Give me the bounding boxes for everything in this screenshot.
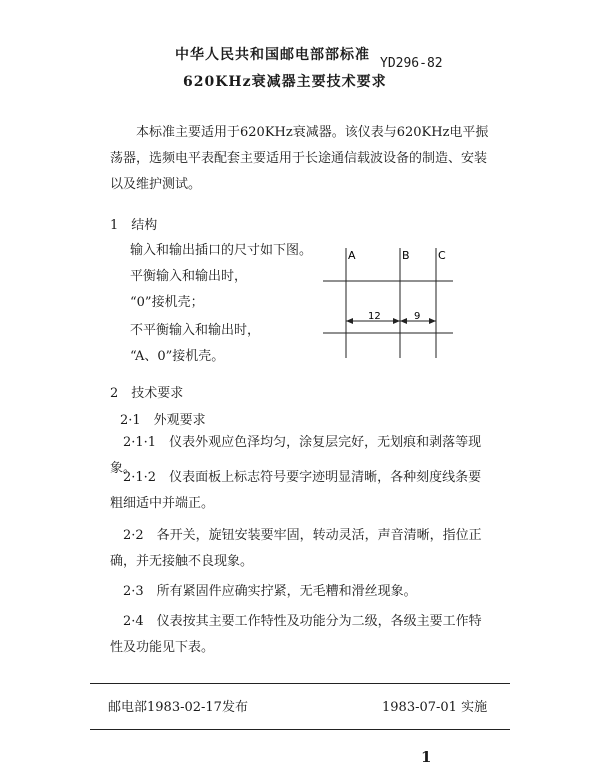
- section-1-heading: 1 结构: [110, 218, 158, 233]
- paragraph-2-2: 2·2 各开关，旋钮安装要牢固，转动灵活，声音清晰，指位正确，并无接触不良现象。: [110, 528, 482, 569]
- paragraph-2-4: 2·4 仪表按其主要工作特性及功能分为二级，各级主要工作特性及功能见下表。: [110, 614, 482, 655]
- standard-number: YD296-82: [380, 56, 443, 71]
- org-title: 中华人民共和国邮电部部标准: [175, 47, 370, 63]
- dim-left-label: 12: [368, 311, 381, 322]
- arrow-left-icon: [346, 318, 353, 324]
- subsection-2-1: 2·1 外观要求: [120, 413, 206, 428]
- effective-date: 1983-07-01 实施: [382, 700, 488, 715]
- issued-date: 邮电部1983-02-17发布: [108, 700, 248, 715]
- label-b: B: [402, 249, 410, 262]
- arrow-mid-right-icon: [400, 318, 407, 324]
- paragraph-2-1-2: 2·1·2 仪表面板上标志符号要字迹明显清晰，各种刻度线条要粗细适中并端正。: [110, 470, 482, 511]
- arrow-right-icon: [429, 318, 436, 324]
- arrow-mid-left-icon: [393, 318, 400, 324]
- dim-right-label: 9: [414, 311, 421, 322]
- footer-rule-bottom: [90, 729, 510, 730]
- section-2-heading: 2 技术要求: [110, 386, 184, 401]
- label-c: C: [438, 249, 446, 262]
- paragraph-2-3: 2·3 所有紧固件应确实拧紧，无毛糟和滑丝现象。: [123, 584, 417, 599]
- footer-rule-top: [90, 683, 510, 684]
- label-a: A: [348, 249, 356, 262]
- section-1-line-4: 不平衡输入和输出时，: [130, 323, 261, 338]
- connector-diagram: [318, 243, 458, 363]
- section-1-line-1: 输入和输出插口的尺寸如下图。: [130, 243, 313, 258]
- intro-paragraph: 本标准主要适用于620KHz衰减器。该仪表与620KHz电平振荡器，选频电平表配套主要适用于长途通信载波设备的制造、安装以及维护测试。: [110, 125, 489, 192]
- section-1-line-5: “A、0”接机壳。: [130, 349, 225, 364]
- page-number: 1: [421, 748, 432, 766]
- section-1-line-2: 平衡输入和输出时，: [130, 269, 248, 284]
- paragraph-2-1-1: 2·1·1 仪表外观应色泽均匀，涂复层完好，无划痕和剥落等现象。: [110, 435, 482, 476]
- doc-title: 620KHz衰减器主要技术要求: [183, 74, 387, 90]
- section-1-line-3: “0”接机壳；: [130, 295, 204, 310]
